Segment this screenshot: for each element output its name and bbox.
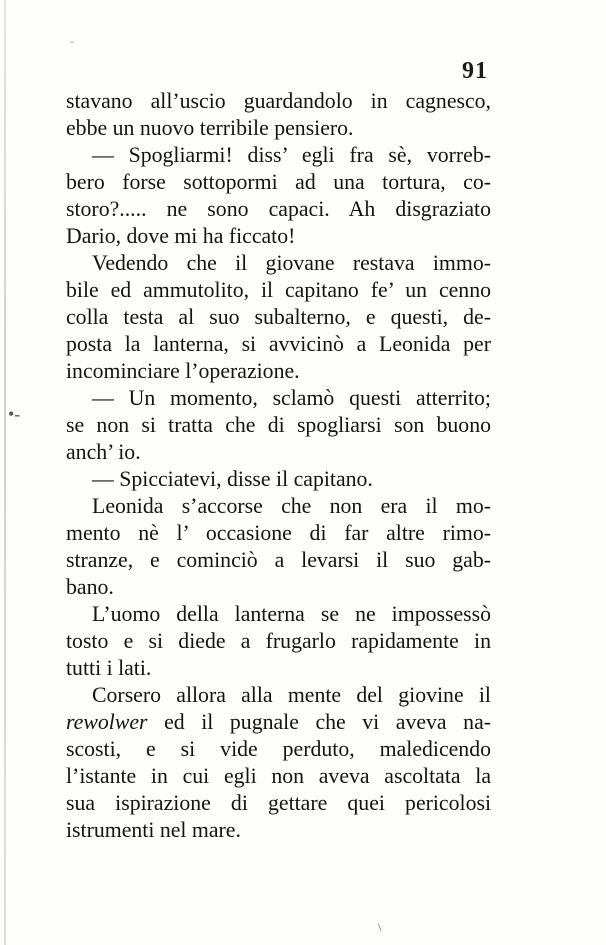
- text-line: bero forse sottopormi ad una tortura, co-: [66, 170, 491, 194]
- text-line: — Spicciatevi, disse il capitano.: [92, 467, 373, 491]
- text-line: l’istante in cui egli non aveva ascoltata la: [66, 764, 491, 788]
- page-left-edge: [4, 0, 6, 945]
- text-line: bano.: [66, 575, 114, 599]
- page-body: [66, 88, 491, 844]
- text-line: Dario, dove mi ha ficcato!: [66, 224, 296, 248]
- text-line: ebbe un nuovo terribile pensiero.: [66, 116, 354, 140]
- text-line: scosti, e si vide perduto, maledicendo: [66, 737, 491, 761]
- text-line: stavano all’uscio guardandolo in cagnesco,: [66, 89, 491, 113]
- text-line: tutti i lati.: [66, 656, 152, 680]
- top-speck: -: [70, 34, 74, 48]
- page-number: 91: [462, 58, 488, 84]
- text-line: — Spogliarmi! diss’ egli fra sè, vorreb-: [92, 143, 491, 167]
- text-line: Vedendo che il giovane restava immo-: [92, 251, 491, 275]
- text-line: [66, 709, 491, 736]
- text-line: Leonida s’accorse che non era il mo-: [92, 494, 491, 518]
- text-line: posta la lanterna, si avvicinò a Leonida per: [66, 332, 491, 356]
- text-line: tosto e si diede a frugarlo rapidamente in: [66, 629, 491, 653]
- margin-mark: •-: [8, 404, 21, 424]
- text-line: Corsero allora alla mente del giovine il: [92, 683, 491, 707]
- text-line-rest: ed il pugnale che vi aveva na-: [164, 710, 491, 734]
- text-line: sua ispirazione di gettare quei pericolosi: [66, 791, 491, 815]
- text-line: bile ed ammutolito, il capitano fe’ un cenno: [66, 278, 491, 302]
- text-line: incominciare l’operazione.: [66, 359, 300, 383]
- text-line: — Un momento, sclamò questi atterrito;: [92, 386, 491, 410]
- text-line: stranze, e cominciò a levarsi il suo gab-: [66, 548, 491, 572]
- text-line: anch’ io.: [66, 440, 141, 464]
- text-line: L’uomo della lanterna se ne impossessò: [92, 602, 491, 626]
- text-line: istrumenti nel mare.: [66, 818, 241, 842]
- text-line: se non si tratta che di spogliarsi son buono: [66, 413, 491, 437]
- bottom-speck: \: [378, 920, 382, 934]
- text-line: storo?..... ne sono capaci. Ah disgraziato: [66, 197, 491, 221]
- text-line: colla testa al suo subalterno, e questi, de-: [66, 305, 491, 329]
- text-line: mento nè l’ occasione di far altre rimo-: [66, 521, 491, 545]
- italic-word: rewolwer: [66, 710, 148, 734]
